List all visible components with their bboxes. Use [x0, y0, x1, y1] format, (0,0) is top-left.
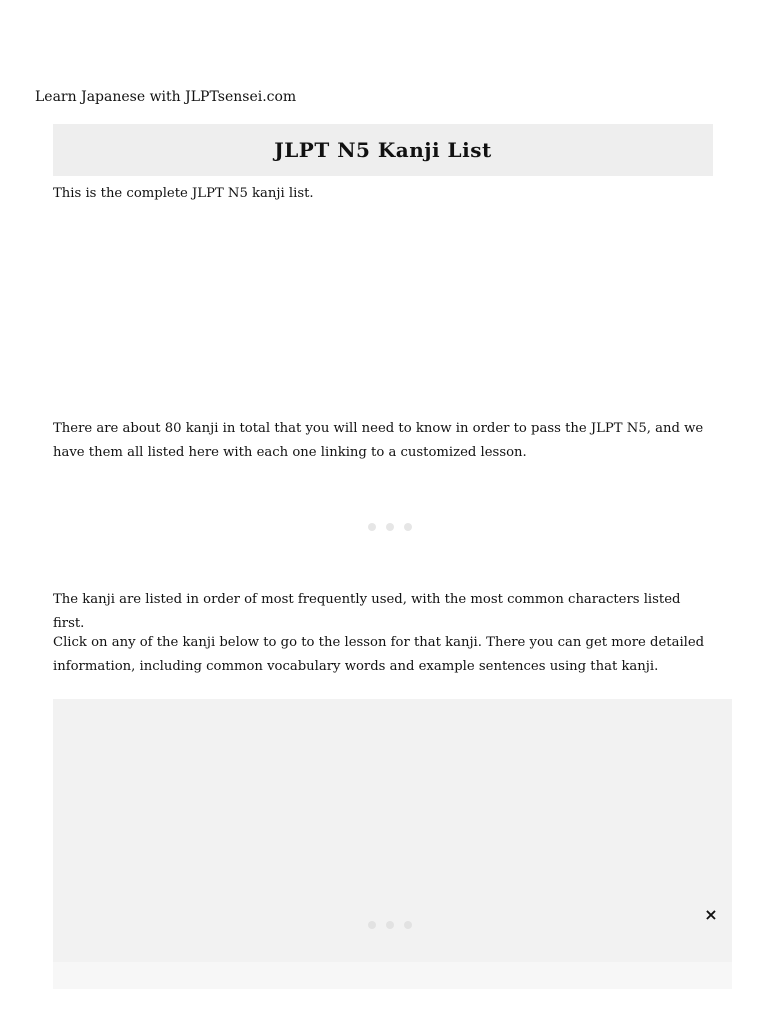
click-instructions-paragraph: Click on any of the kanji below to go to the lesson for that kanji. There you can get more detailed information, including common vocabulary words and example sentences using that kanji.	[53, 635, 705, 674]
page-title: JLPT N5 Kanji List	[274, 138, 492, 162]
ad-footer-strip	[53, 962, 732, 989]
loading-dot	[368, 921, 376, 929]
site-home-link[interactable]: Learn Japanese with JLPTsensei.com	[35, 89, 297, 105]
loading-dot	[386, 523, 394, 531]
loading-dot	[368, 523, 376, 531]
loading-dots-icon	[368, 921, 412, 929]
loading-dot	[386, 921, 394, 929]
frequency-order-paragraph: The kanji are listed in order of most frequently used, with the most common characters listed first.	[53, 592, 681, 631]
loading-dot	[404, 921, 412, 929]
page-title-box	[53, 124, 713, 176]
intro-paragraph: This is the complete JLPT N5 kanji list.	[53, 186, 314, 201]
loading-dot	[404, 523, 412, 531]
close-icon[interactable]: ×	[704, 905, 718, 924]
loading-dots-icon	[368, 523, 412, 531]
kanji-count-paragraph: There are about 80 kanji in total that you will need to know in order to pass the JLPT N5, and we have them all listed here with each one linking to a customized lesson.	[53, 421, 704, 460]
